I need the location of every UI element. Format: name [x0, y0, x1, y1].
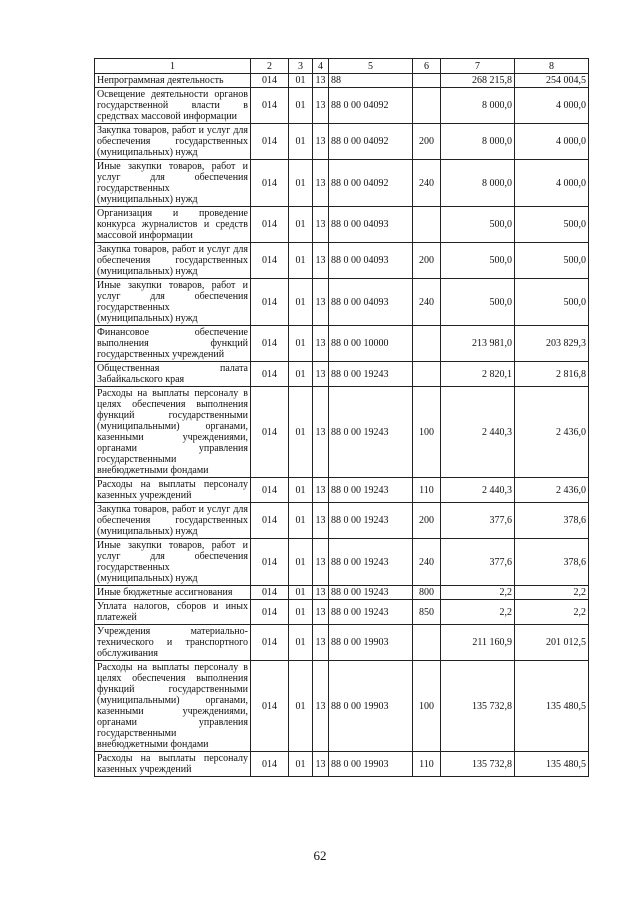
amount-year-1-cell: 8 000,0 [441, 124, 515, 160]
expense-type-cell: 240 [413, 279, 441, 326]
target-article-cell: 88 0 00 04093 [329, 243, 413, 279]
section-code-cell: 01 [289, 661, 313, 752]
amount-year-1-cell: 377,6 [441, 539, 515, 586]
section-code-cell: 01 [289, 124, 313, 160]
table-row [95, 74, 589, 88]
subsection-code-cell: 13 [313, 387, 329, 478]
target-article-cell: 88 0 00 19903 [329, 661, 413, 752]
expense-type-cell [413, 88, 441, 124]
section-code-cell: 01 [289, 625, 313, 661]
table-row [95, 124, 589, 160]
amount-year-2-cell: 2 816,8 [515, 362, 589, 387]
table-row [95, 586, 589, 600]
subsection-code-cell: 13 [313, 600, 329, 625]
expense-type-cell: 850 [413, 600, 441, 625]
row-name-cell: Расходы на выплаты персоналу в целях обеспечения выполнения функций государственными (муниципальными) органами, казенными учреждениями, органами управления государственными внебюджетными фондами [95, 387, 251, 478]
row-name-cell: Закупка товаров, работ и услуг для обеспечения государственных (муниципальных) нужд [95, 503, 251, 539]
ministry-code-cell: 014 [251, 74, 289, 88]
table-row [95, 478, 589, 503]
column-header: 8 [515, 59, 589, 74]
ministry-code-cell: 014 [251, 362, 289, 387]
subsection-code-cell: 13 [313, 243, 329, 279]
row-name-cell: Непрограммная деятельность [95, 74, 251, 88]
row-name-cell: Организация и проведение конкурса журналистов и средств массовой информации [95, 207, 251, 243]
expense-type-cell: 240 [413, 539, 441, 586]
target-article-cell: 88 0 00 10000 [329, 326, 413, 362]
section-code-cell: 01 [289, 279, 313, 326]
row-name-cell: Уплата налогов, сборов и иных платежей [95, 600, 251, 625]
section-code-cell: 01 [289, 387, 313, 478]
subsection-code-cell: 13 [313, 74, 329, 88]
table-row [95, 661, 589, 752]
amount-year-1-cell: 213 981,0 [441, 326, 515, 362]
amount-year-2-cell: 2,2 [515, 586, 589, 600]
ministry-code-cell: 014 [251, 326, 289, 362]
subsection-code-cell: 13 [313, 326, 329, 362]
expense-type-cell [413, 207, 441, 243]
ministry-code-cell: 014 [251, 387, 289, 478]
section-code-cell: 01 [289, 586, 313, 600]
target-article-cell: 88 0 00 04093 [329, 279, 413, 326]
amount-year-1-cell: 135 732,8 [441, 752, 515, 777]
subsection-code-cell: 13 [313, 625, 329, 661]
amount-year-2-cell: 135 480,5 [515, 752, 589, 777]
target-article-cell: 88 0 00 19243 [329, 503, 413, 539]
section-code-cell: 01 [289, 74, 313, 88]
subsection-code-cell: 13 [313, 88, 329, 124]
row-name-cell: Расходы на выплаты персоналу казенных учреждений [95, 752, 251, 777]
amount-year-2-cell: 4 000,0 [515, 160, 589, 207]
target-article-cell: 88 0 00 19243 [329, 387, 413, 478]
row-name-cell: Иные закупки товаров, работ и услуг для обеспечения государственных (муниципальных) нужд [95, 279, 251, 326]
row-name-cell: Учреждения материально-технического и транспортного обслуживания [95, 625, 251, 661]
expense-type-cell: 240 [413, 160, 441, 207]
amount-year-2-cell: 378,6 [515, 503, 589, 539]
column-header: 6 [413, 59, 441, 74]
expense-type-cell: 100 [413, 387, 441, 478]
table-row [95, 387, 589, 478]
subsection-code-cell: 13 [313, 124, 329, 160]
amount-year-2-cell: 500,0 [515, 243, 589, 279]
amount-year-1-cell: 2 820,1 [441, 362, 515, 387]
amount-year-2-cell: 254 004,5 [515, 74, 589, 88]
expense-type-cell: 100 [413, 661, 441, 752]
amount-year-2-cell: 4 000,0 [515, 124, 589, 160]
section-code-cell: 01 [289, 88, 313, 124]
ministry-code-cell: 014 [251, 625, 289, 661]
subsection-code-cell: 13 [313, 661, 329, 752]
table-row [95, 539, 589, 586]
section-code-cell: 01 [289, 207, 313, 243]
amount-year-2-cell: 2 436,0 [515, 478, 589, 503]
amount-year-1-cell: 8 000,0 [441, 160, 515, 207]
column-header: 1 [95, 59, 251, 74]
subsection-code-cell: 13 [313, 207, 329, 243]
ministry-code-cell: 014 [251, 124, 289, 160]
amount-year-2-cell: 135 480,5 [515, 661, 589, 752]
target-article-cell: 88 0 00 19903 [329, 752, 413, 777]
subsection-code-cell: 13 [313, 160, 329, 207]
ministry-code-cell: 014 [251, 503, 289, 539]
subsection-code-cell: 13 [313, 279, 329, 326]
section-code-cell: 01 [289, 243, 313, 279]
subsection-code-cell: 13 [313, 503, 329, 539]
amount-year-2-cell: 2,2 [515, 600, 589, 625]
expense-type-cell: 800 [413, 586, 441, 600]
amount-year-1-cell: 211 160,9 [441, 625, 515, 661]
expense-type-cell: 110 [413, 478, 441, 503]
subsection-code-cell: 13 [313, 362, 329, 387]
column-header: 5 [329, 59, 413, 74]
ministry-code-cell: 014 [251, 586, 289, 600]
page-number: 62 [313, 848, 327, 863]
ministry-code-cell: 014 [251, 752, 289, 777]
amount-year-1-cell: 2,2 [441, 600, 515, 625]
target-article-cell: 88 0 00 04092 [329, 124, 413, 160]
row-name-cell: Освещение деятельности органов государственной власти в средствах массовой информации [95, 88, 251, 124]
target-article-cell: 88 0 00 04092 [329, 88, 413, 124]
table-row [95, 88, 589, 124]
ministry-code-cell: 014 [251, 600, 289, 625]
section-code-cell: 01 [289, 600, 313, 625]
amount-year-1-cell: 377,6 [441, 503, 515, 539]
section-code-cell: 01 [289, 503, 313, 539]
section-code-cell: 01 [289, 362, 313, 387]
table-header-row [95, 59, 589, 74]
ministry-code-cell: 014 [251, 478, 289, 503]
table-row [95, 625, 589, 661]
amount-year-1-cell: 2 440,3 [441, 478, 515, 503]
column-header: 3 [289, 59, 313, 74]
target-article-cell: 88 0 00 19243 [329, 586, 413, 600]
table-row [95, 752, 589, 777]
column-header: 2 [251, 59, 289, 74]
target-article-cell: 88 0 00 19243 [329, 362, 413, 387]
row-name-cell: Общественная палата Забайкальского края [95, 362, 251, 387]
amount-year-2-cell: 2 436,0 [515, 387, 589, 478]
row-name-cell: Иные бюджетные ассигнования [95, 586, 251, 600]
target-article-cell: 88 0 00 19243 [329, 478, 413, 503]
amount-year-1-cell: 2,2 [441, 586, 515, 600]
amount-year-1-cell: 500,0 [441, 243, 515, 279]
budget-table [94, 58, 589, 777]
table-row [95, 362, 589, 387]
table-row [95, 279, 589, 326]
row-name-cell: Иные закупки товаров, работ и услуг для обеспечения государственных (муниципальных) нужд [95, 539, 251, 586]
expense-type-cell [413, 326, 441, 362]
amount-year-2-cell: 4 000,0 [515, 88, 589, 124]
expense-type-cell [413, 74, 441, 88]
expense-type-cell [413, 625, 441, 661]
expense-type-cell: 110 [413, 752, 441, 777]
section-code-cell: 01 [289, 160, 313, 207]
subsection-code-cell: 13 [313, 586, 329, 600]
amount-year-1-cell: 268 215,8 [441, 74, 515, 88]
ministry-code-cell: 014 [251, 539, 289, 586]
target-article-cell: 88 0 00 19243 [329, 539, 413, 586]
table-row [95, 503, 589, 539]
ministry-code-cell: 014 [251, 279, 289, 326]
table-row [95, 326, 589, 362]
row-name-cell: Закупка товаров, работ и услуг для обеспечения государственных (муниципальных) нужд [95, 124, 251, 160]
amount-year-1-cell: 8 000,0 [441, 88, 515, 124]
amount-year-2-cell: 500,0 [515, 279, 589, 326]
amount-year-1-cell: 2 440,3 [441, 387, 515, 478]
amount-year-1-cell: 135 732,8 [441, 661, 515, 752]
ministry-code-cell: 014 [251, 88, 289, 124]
section-code-cell: 01 [289, 539, 313, 586]
target-article-cell: 88 0 00 19903 [329, 625, 413, 661]
section-code-cell: 01 [289, 752, 313, 777]
subsection-code-cell: 13 [313, 539, 329, 586]
target-article-cell: 88 0 00 04092 [329, 160, 413, 207]
subsection-code-cell: 13 [313, 478, 329, 503]
subsection-code-cell: 13 [313, 752, 329, 777]
table-row [95, 243, 589, 279]
table-row [95, 160, 589, 207]
row-name-cell: Финансовое обеспечение выполнения функций государственных учреждений [95, 326, 251, 362]
row-name-cell: Расходы на выплаты персоналу казенных учреждений [95, 478, 251, 503]
section-code-cell: 01 [289, 478, 313, 503]
column-header: 7 [441, 59, 515, 74]
expense-type-cell [413, 362, 441, 387]
amount-year-2-cell: 203 829,3 [515, 326, 589, 362]
amount-year-1-cell: 500,0 [441, 279, 515, 326]
amount-year-1-cell: 500,0 [441, 207, 515, 243]
amount-year-2-cell: 201 012,5 [515, 625, 589, 661]
amount-year-2-cell: 378,6 [515, 539, 589, 586]
table-body [95, 74, 589, 777]
ministry-code-cell: 014 [251, 661, 289, 752]
table-row [95, 207, 589, 243]
target-article-cell: 88 0 00 19243 [329, 600, 413, 625]
expense-type-cell: 200 [413, 124, 441, 160]
amount-year-2-cell: 500,0 [515, 207, 589, 243]
expense-type-cell: 200 [413, 243, 441, 279]
table-row [95, 600, 589, 625]
expense-type-cell: 200 [413, 503, 441, 539]
row-name-cell: Закупка товаров, работ и услуг для обеспечения государственных (муниципальных) нужд [95, 243, 251, 279]
ministry-code-cell: 014 [251, 207, 289, 243]
ministry-code-cell: 014 [251, 160, 289, 207]
ministry-code-cell: 014 [251, 243, 289, 279]
section-code-cell: 01 [289, 326, 313, 362]
target-article-cell: 88 [329, 74, 413, 88]
column-header: 4 [313, 59, 329, 74]
target-article-cell: 88 0 00 04093 [329, 207, 413, 243]
row-name-cell: Иные закупки товаров, работ и услуг для обеспечения государственных (муниципальных) нужд [95, 160, 251, 207]
row-name-cell: Расходы на выплаты персоналу в целях обеспечения выполнения функций государственными (муниципальными) органами, казенными учреждениями, органами управления государственными внебюджетными фондами [95, 661, 251, 752]
